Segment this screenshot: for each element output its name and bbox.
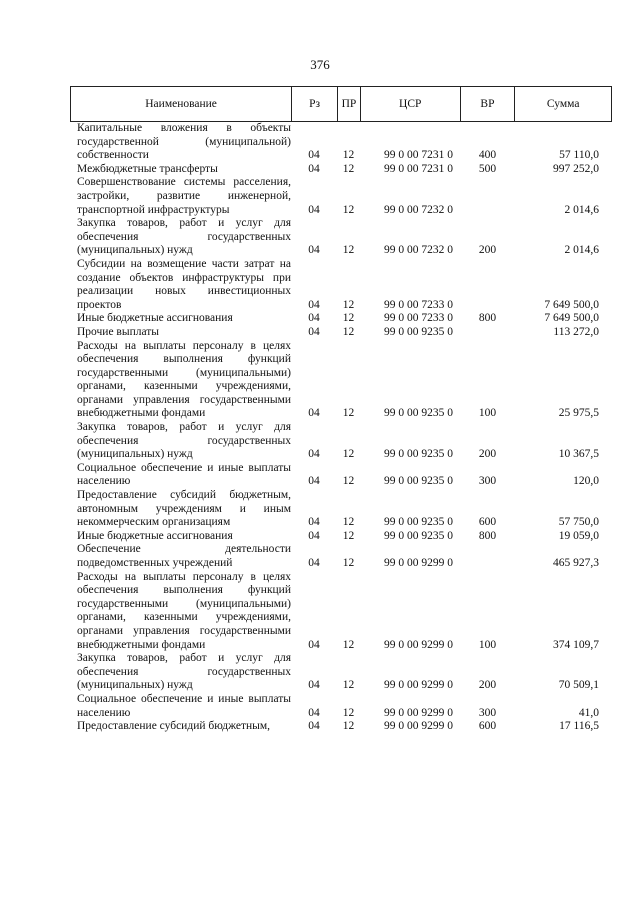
cell-sum: 7 649 500,0 [544,312,599,325]
cell-rz: 04 [308,407,320,420]
cell-rz: 04 [308,529,320,542]
cell-csr: 99 0 00 9299 0 [384,557,453,569]
page-number: 376 [310,57,330,72]
cell-name: Расходы на выплаты персоналу в целях обеспечения выполнения функций государственными (муниципальными) органами, казенными учреждениями, органами управления государственными внебюджетными фондами [77,570,291,651]
cell-rz: 04 [308,516,320,529]
cell-vr: 200 [478,448,497,461]
cell-csr: 99 0 00 9299 0 [384,679,453,692]
table-row [70,720,612,734]
cell-pr: 12 [342,244,355,257]
cell-csr: 99 0 00 7233 0 [384,312,453,325]
cell-pr: 12 [342,298,355,311]
cell-sum: 7 649 500,0 [544,298,599,311]
cell-name: Прочие выплаты [77,325,160,338]
cell-name: Расходы на выплаты персоналу в целях обеспечения выполнения функций государственными (муниципальными) органами, казенными учреждениями, органами управления государственными внебюджетными фондами [77,339,291,420]
cell-pr: 12 [342,475,355,488]
cell-sum: 113 272,0 [553,325,599,338]
table-row [70,693,612,720]
cell-pr: 12 [342,529,355,542]
cell-name: Социальное обеспечение и иные выплаты населению [77,692,291,719]
cell-sum: 2 014,6 [564,203,599,216]
cell-name: Иные бюджетные ассигнования [77,529,233,542]
cell-rz: 04 [308,448,320,461]
table-row [70,652,612,693]
cell-sum: 120,0 [573,475,599,488]
cell-name: Закупка товаров, работ и услуг для обеспечения государственных (муниципальных) нужд [77,217,291,257]
cell-rz: 04 [308,312,320,325]
cell-csr: 99 0 00 7232 0 [384,203,453,216]
cell-pr: 12 [342,325,355,338]
cell-vr: 200 [478,244,497,257]
cell-name: Совершенствование системы расселения, застройки, развитие инженерной, транспортной инфраструктуры [77,176,291,216]
cell-rz: 04 [308,203,320,216]
header-vr: ВР [460,87,515,121]
cell-rz: 04 [308,162,320,175]
table-row [70,176,612,217]
table-row [70,421,612,462]
cell-vr: 600 [478,720,497,733]
cell-sum: 25 975,5 [558,407,599,420]
cell-name: Субсидии на возмещение части затрат на создание объектов инфраструктуры при реализации новых инвестиционных проектов [77,257,291,311]
cell-pr: 12 [342,448,355,461]
cell-vr: 100 [478,407,497,420]
cell-pr: 12 [342,312,355,325]
cell-name: Капитальные вложения в объекты государственной (муниципальной) собственности [77,122,291,162]
cell-name: Предоставление субсидий бюджетным, [77,720,271,733]
table-row [70,122,612,163]
cell-pr: 12 [342,720,355,733]
cell-rz: 04 [308,679,320,692]
cell-csr: 99 0 00 9235 0 [384,407,453,420]
cell-pr: 12 [342,638,355,651]
table-row [70,163,612,177]
cell-sum: 465 927,3 [553,557,599,569]
table-row [70,489,612,530]
cell-rz: 04 [308,475,320,488]
cell-rz: 04 [308,638,320,651]
cell-name: Иные бюджетные ассигнования [77,312,233,325]
cell-pr: 12 [342,557,355,569]
cell-vr: 500 [478,162,497,175]
table-header [70,86,612,122]
cell-sum: 19 059,0 [558,529,599,542]
cell-csr: 99 0 00 9235 0 [384,529,453,542]
cell-csr: 99 0 00 9235 0 [384,516,453,529]
header-rz: Рз [291,87,337,121]
header-pr: ПР [337,87,360,121]
cell-pr: 12 [342,162,355,175]
cell-sum: 57 750,0 [558,516,599,529]
cell-csr: 99 0 00 7232 0 [384,244,453,257]
cell-rz: 04 [308,149,320,162]
cell-pr: 12 [342,516,355,529]
cell-vr: 300 [478,706,497,719]
cell-csr: 99 0 00 9235 0 [384,325,453,338]
cell-pr: 12 [342,407,355,420]
cell-rz: 04 [308,720,320,733]
cell-sum: 41,0 [578,706,599,719]
table-row [70,462,612,489]
cell-pr: 12 [342,706,355,719]
cell-name: Закупка товаров, работ и услуг для обеспечения государственных (муниципальных) нужд [77,421,291,461]
cell-csr: 99 0 00 9299 0 [384,720,453,733]
cell-csr: 99 0 00 9235 0 [384,475,453,488]
cell-name: Обеспечение деятельности подведомственных учреждений [77,543,291,569]
cell-vr: 300 [478,475,497,488]
cell-sum: 17 116,5 [559,720,599,733]
cell-sum: 2 014,6 [564,244,599,257]
cell-sum: 997 252,0 [553,162,599,175]
cell-vr: 100 [478,638,497,651]
cell-csr: 99 0 00 7231 0 [384,149,453,162]
table-row [70,340,612,422]
cell-rz: 04 [308,298,320,311]
cell-rz: 04 [308,557,320,569]
table-row [70,543,612,570]
table-row [70,258,612,312]
cell-rz: 04 [308,706,320,719]
cell-pr: 12 [342,679,355,692]
cell-sum: 57 110,0 [559,149,599,162]
cell-name: Межбюджетные трансферты [77,162,218,175]
cell-vr: 800 [478,529,497,542]
cell-pr: 12 [342,203,355,216]
table-row [70,530,612,544]
header-sum: Сумма [514,87,611,121]
cell-csr: 99 0 00 9299 0 [384,638,453,651]
cell-vr: 600 [478,516,497,529]
cell-csr: 99 0 00 9299 0 [384,706,453,719]
cell-pr: 12 [342,149,355,162]
table-row [70,217,612,258]
table-row [70,571,612,653]
cell-rz: 04 [308,325,320,338]
cell-name: Предоставление субсидий бюджетным, автономным учреждениям и иным некоммерческим организациям [77,489,291,529]
cell-sum: 10 367,5 [558,448,599,461]
cell-csr: 99 0 00 7231 0 [384,162,453,175]
cell-name: Закупка товаров, работ и услуг для обеспечения государственных (муниципальных) нужд [77,652,291,692]
header-name: Наименование [145,98,217,110]
cell-vr: 800 [478,312,497,325]
cell-name: Социальное обеспечение и иные выплаты населению [77,461,291,488]
header-csr: ЦСР [360,87,460,121]
table-body [70,122,612,734]
cell-sum: 70 509,1 [558,679,599,692]
cell-vr: 400 [478,149,497,162]
cell-rz: 04 [308,244,320,257]
table-row [70,326,612,340]
cell-vr: 200 [478,679,497,692]
cell-csr: 99 0 00 7233 0 [384,298,453,311]
table-row [70,312,612,326]
cell-sum: 374 109,7 [553,638,599,651]
cell-csr: 99 0 00 9235 0 [384,448,453,461]
